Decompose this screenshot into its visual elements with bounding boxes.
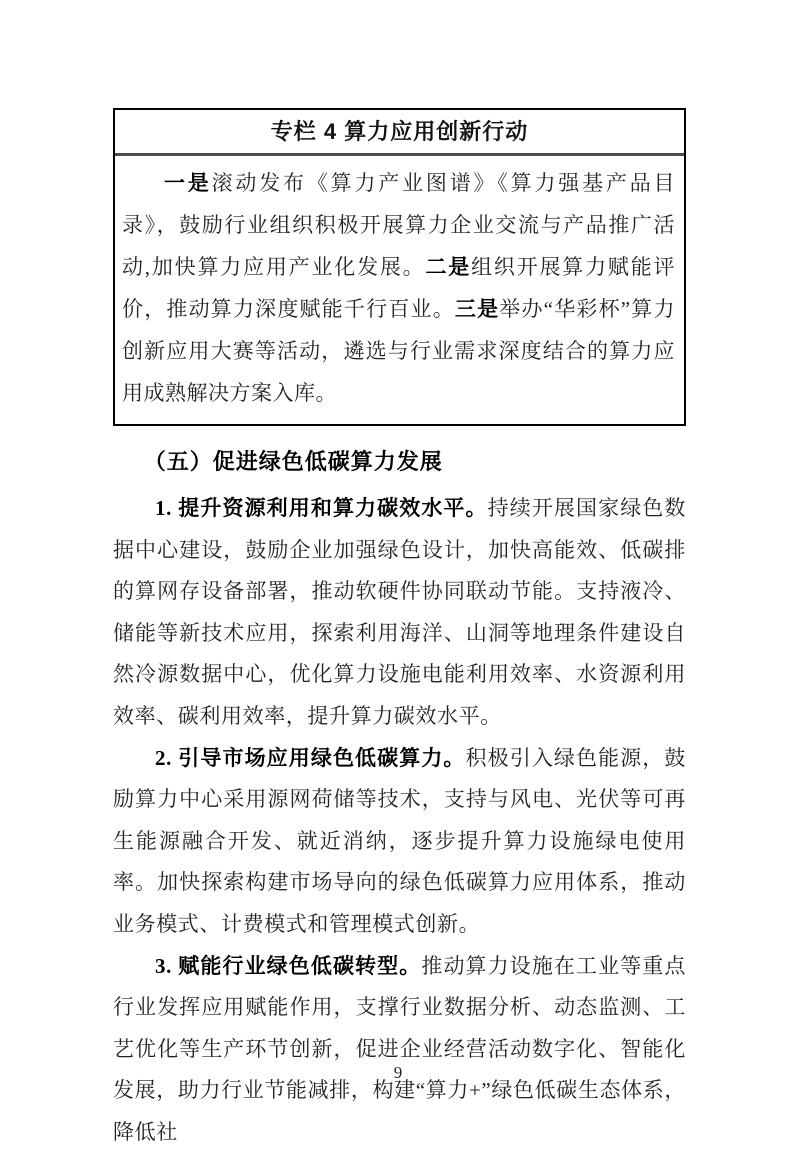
paragraph-2: [113, 738, 686, 946]
paragraph-1: [113, 488, 686, 738]
paragraph-2-text: 积极引入绿色能源，鼓励算力中心采用源网荷储等技术，支持与风电、光伏等可再生能源融合开发、就近消纳，逐步提升算力设施绿电使用率。加快探索构建市场导向的绿色低碳算力应用体系，推动业务模式、计费模式和管理模式创新。: [113, 745, 687, 936]
page-number: 9: [393, 1063, 403, 1082]
callout-box: [113, 108, 686, 426]
box-item-3-text: 举办“华彩杯”算力创新应用大赛等活动，遴选与行业需求深度结合的算力应用成熟解决方案入库。: [122, 297, 675, 405]
box-item-3-lead: 三是: [454, 297, 500, 321]
box-item-1-lead: 一是: [164, 171, 212, 195]
callout-box-body: [115, 156, 684, 424]
box-item-2-text: 组织开展算力赋能评价，推动算力深度赋能千行百业。: [122, 255, 676, 321]
callout-box-title: 专栏 4 算力应用创新行动: [115, 110, 684, 156]
box-item-2-lead: 二是: [425, 255, 472, 279]
paragraph-3-lead: 3. 赋能行业绿色低碳转型。: [155, 953, 422, 978]
paragraph-3: [113, 946, 686, 1154]
paragraph-3-text: 推动算力设施在工业等重点行业发挥应用赋能作用，支撑行业数据分析、动态监测、工艺优化等生产环节创新，促进企业经营活动数字化、智能化发展，助力行业节能减排，构建“算力+”绿色低碳生态体系，降低社: [113, 953, 686, 1144]
paragraph-2-lead: 2. 引导市场应用绿色低碳算力。: [155, 745, 466, 770]
paragraph-1-text: 持续开展国家绿色数据中心建设，鼓励企业加强绿色设计，加快高能效、低碳排的算网存设备部署，推动软硬件协同联动节能。支持液冷、储能等新技术应用，探索利用海洋、山洞等地理条件建设自然冷源数据中心，优化算力设施电能利用效率、水资源利用效率、碳利用效率，提升算力碳效水平。: [113, 496, 687, 728]
paragraph-1-lead: 1. 提升资源利用和算力碳效水平。: [155, 496, 488, 520]
section-heading: （五）促进绿色低碳算力发展: [143, 449, 443, 474]
box-item-1-text: 滚动发布《算力产业图谱》《算力强基产品目录》，鼓励行业组织积极开展算力企业交流与产品推广活动,加快算力应用产业化发展。: [122, 171, 676, 279]
page-content: [113, 108, 686, 1154]
